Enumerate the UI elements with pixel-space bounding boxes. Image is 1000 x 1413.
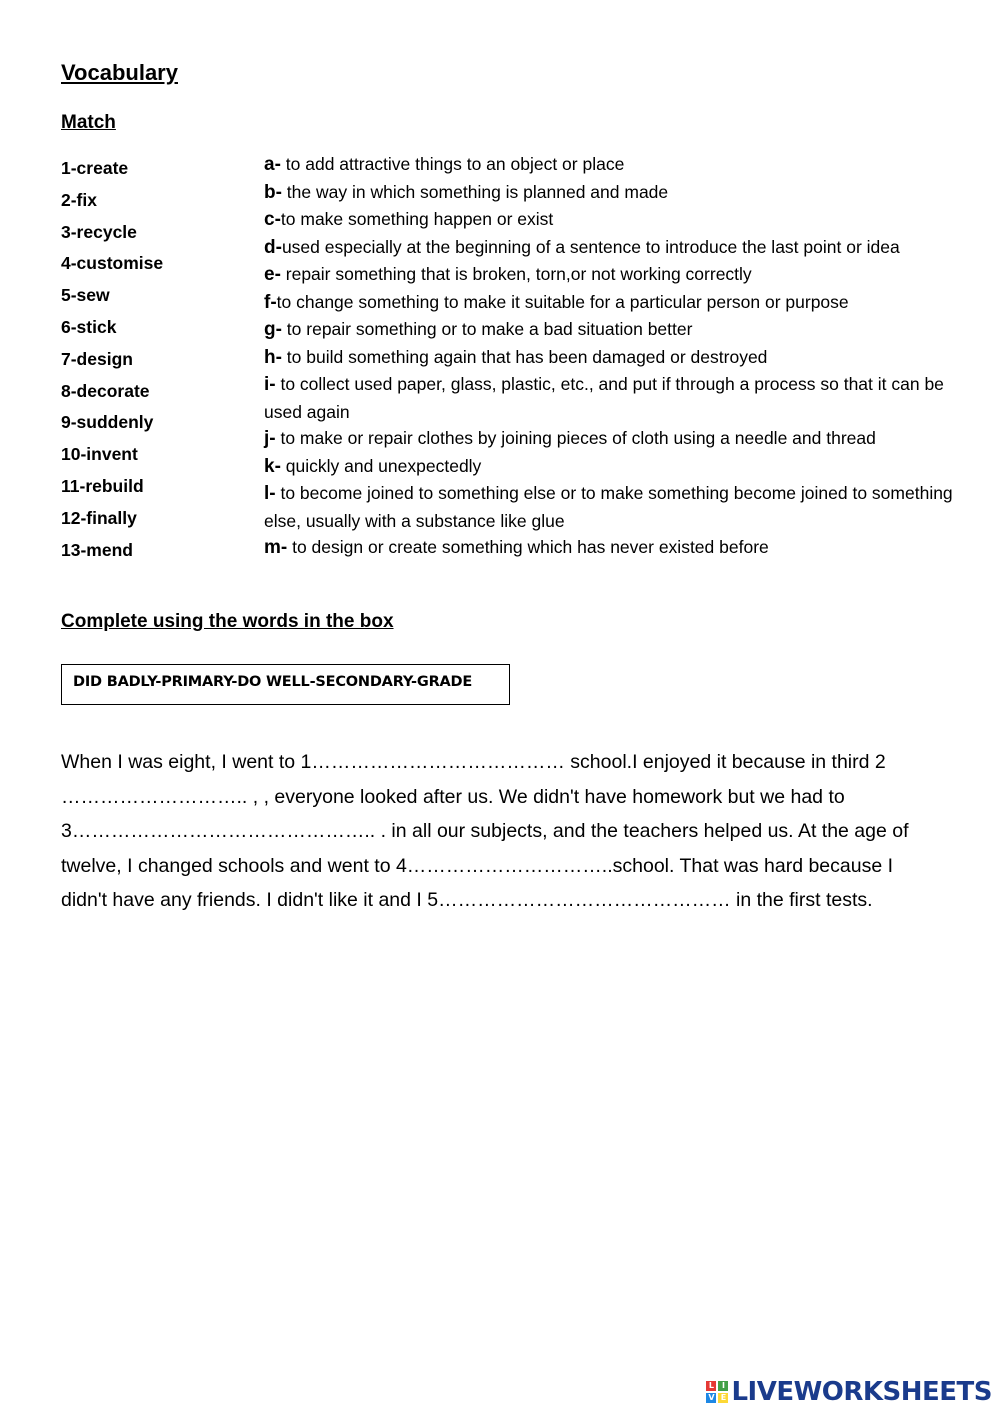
word-box <box>61 664 510 705</box>
match-word: 6-stick <box>61 316 117 337</box>
match-word: 4-customise <box>61 253 164 274</box>
definition-text: to make something happen or exist <box>280 209 554 229</box>
definition-letter: a- <box>264 154 281 175</box>
match-definition <box>264 179 954 207</box>
logo-tile: V <box>708 1393 715 1402</box>
match-word: 5-sew <box>61 285 110 306</box>
definition-letter: b- <box>264 181 282 203</box>
logo-tile: E <box>718 1393 728 1403</box>
paragraph-line: twelve, I changed schools and went to 4…………………………..school. That was hard because I <box>61 854 894 877</box>
gap-fill-paragraph <box>61 745 946 918</box>
match-definition <box>264 344 954 372</box>
match-definition <box>264 480 954 534</box>
definition-text: quickly and unexpectedly <box>280 455 482 476</box>
definition-text: to repair something or to make a bad situation better <box>281 319 693 339</box>
definition-text: to design or create something which has never existed before <box>287 537 769 557</box>
brand-name: LIVEWORKSHEETS <box>731 1377 992 1407</box>
definition-letter: e- <box>264 264 281 285</box>
match-word-list <box>61 157 163 570</box>
word-box-text: DID BADLY-PRIMARY-DO WELL-SECONDARY-GRADE <box>73 674 473 690</box>
definition-text: the way in which something is planned and made <box>281 181 669 202</box>
match-definition <box>264 316 954 344</box>
match-definition <box>264 453 954 481</box>
paragraph-line: ……………………….. , , everyone looked after us. We didn't have homework but we had to <box>61 785 845 808</box>
definition-text: to build something again that has been damaged or destroyed <box>281 346 768 367</box>
match-definition-list <box>264 151 954 562</box>
match-word: 3-recycle <box>61 221 137 242</box>
definition-letter: j- <box>264 428 276 449</box>
match-word: 10-invent <box>61 444 138 465</box>
match-word: 2-fix <box>61 189 97 210</box>
definition-letter: f- <box>264 291 277 313</box>
definition-text: to add attractive things to an object or place <box>280 154 625 174</box>
definition-letter: g- <box>264 319 282 340</box>
match-word: 11-rebuild <box>61 475 144 496</box>
definition-text: to become joined to something else or to make something become joined to something else, usually with a substance like glue <box>264 483 953 531</box>
match-definition <box>264 289 954 317</box>
page-title: Vocabulary <box>61 60 178 85</box>
match-word: 12-finally <box>61 507 137 528</box>
definition-letter: h- <box>264 346 282 368</box>
match-definition <box>264 425 954 453</box>
liveworksheets-logo-icon <box>706 1381 728 1403</box>
definition-letter: m- <box>264 537 288 558</box>
logo-tile: L <box>706 1381 716 1391</box>
paragraph-line: 3……………………………………….. . in all our subjects, and the teachers helped us. At the age of <box>61 820 909 843</box>
definition-letter: k- <box>264 455 281 477</box>
match-definition <box>264 151 954 179</box>
definition-letter: c- <box>264 209 281 230</box>
match-definition <box>264 234 954 262</box>
paragraph-line: When I was eight, I went to 1………………………………… school.I enjoyed it because in third 2 <box>61 751 886 773</box>
match-word: 13-mend <box>61 539 133 560</box>
definition-letter: l- <box>264 483 276 504</box>
definition-text: used especially at the beginning of a sentence to introduce the last point or idea <box>281 236 900 257</box>
complete-heading: Complete using the words in the box <box>61 611 394 632</box>
definition-letter: i- <box>264 374 276 395</box>
definition-text: to collect used paper, glass, plastic, etc., and put if through a process so that it can be used again <box>264 374 944 422</box>
definition-text: repair something that is broken, torn,or not working correctly <box>280 264 752 284</box>
definition-text: to make or repair clothes by joining pieces of cloth using a needle and thread <box>275 428 876 448</box>
match-word: 7-design <box>61 348 133 369</box>
match-definition <box>264 206 954 234</box>
paragraph-line: didn't have any friends. I didn't like it and I 5……………………………………… in the first tests. <box>61 889 873 912</box>
match-word: 9-suddenly <box>61 412 154 433</box>
definition-letter: d- <box>264 236 282 258</box>
definition-text: to change something to make it suitable for a particular person or purpose <box>276 291 849 312</box>
match-definition <box>264 371 954 425</box>
match-heading: Match <box>61 112 116 133</box>
match-word: 8-decorate <box>61 380 150 401</box>
liveworksheets-brand <box>706 1377 992 1407</box>
logo-tile: I <box>718 1381 728 1391</box>
match-definition <box>264 534 954 562</box>
match-definition <box>264 261 954 289</box>
match-word: 1-create <box>61 158 129 178</box>
